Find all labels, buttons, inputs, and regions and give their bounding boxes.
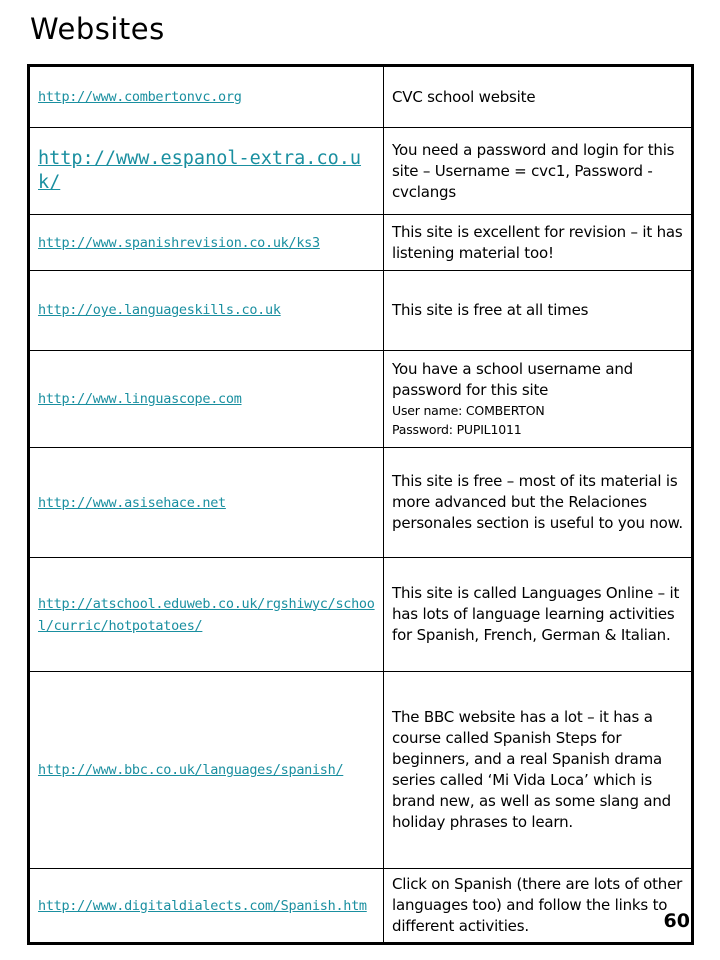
- password-text: Password: PUPIL1011: [392, 422, 522, 437]
- description-text: This site is called Languages Online – it has lots of language learning activities for Spanish, French, German & Italian.: [392, 584, 680, 644]
- description-text: This site is excellent for revision – it has listening material too!: [392, 222, 683, 262]
- url-cell: [29, 66, 384, 128]
- website-link[interactable]: http://www.spanishrevision.co.uk/ks3: [38, 234, 320, 251]
- url-cell: [29, 869, 384, 944]
- website-link[interactable]: http://www.bbc.co.uk/languages/spanish/: [38, 762, 344, 778]
- table-row: [29, 869, 693, 944]
- description-cell: [384, 66, 693, 128]
- website-link[interactable]: http://www.linguascope.com: [38, 391, 242, 407]
- description-cell: [384, 672, 693, 869]
- description-cell: [384, 351, 693, 448]
- website-link[interactable]: http://www.digitaldialects.com/Spanish.htm: [38, 897, 367, 914]
- description-main: You have a school username and password for this site: [392, 360, 633, 399]
- website-link[interactable]: http://www.combertonvc.org: [38, 89, 242, 105]
- url-cell: [29, 128, 384, 215]
- description-text: [392, 359, 683, 439]
- website-link[interactable]: http://www.asisehace.net: [38, 494, 226, 511]
- description-text: Click on Spanish (there are lots of other languages too) and follow the links to different activities.: [392, 875, 683, 935]
- website-link[interactable]: http://atschool.eduweb.co.uk/rgshiwyc/school/curric/hotpotatoes/: [38, 595, 375, 634]
- username-text: User name: COMBERTON: [392, 403, 545, 418]
- url-cell: [29, 351, 384, 448]
- website-link[interactable]: http://www.espanol-extra.co.uk/: [38, 148, 362, 193]
- table-row: [29, 215, 693, 271]
- table-row: [29, 448, 693, 558]
- url-cell: [29, 558, 384, 672]
- description-cell: [384, 128, 693, 215]
- description-cell: [384, 448, 693, 558]
- page-title: Websites: [30, 12, 165, 46]
- url-cell: [29, 448, 384, 558]
- websites-table: [27, 64, 694, 945]
- description-text: You need a password and login for this site – Username = cvc1, Password - cvclangs: [392, 140, 675, 201]
- description-text: CVC school website: [392, 87, 536, 106]
- table-row: [29, 271, 693, 351]
- table-row: [29, 672, 693, 869]
- table-row: [29, 128, 693, 215]
- table-row: [29, 351, 693, 448]
- description-text: This site is free – most of its material is more advanced but the Relaciones personales section is useful to you now.: [392, 472, 683, 532]
- website-link[interactable]: http://oye.languageskills.co.uk: [38, 302, 281, 318]
- url-cell: [29, 672, 384, 869]
- description-text: This site is free at all times: [392, 301, 589, 319]
- description-cell: [384, 869, 693, 944]
- description-cell: [384, 271, 693, 351]
- page-number: 60: [663, 910, 690, 932]
- description-cell: [384, 558, 693, 672]
- table-row: [29, 66, 693, 128]
- description-cell: [384, 215, 693, 271]
- table-row: [29, 558, 693, 672]
- description-text: The BBC website has a lot – it has a course called Spanish Steps for beginners, and a real Spanish drama series called ‘Mi Vida Loca’ which is brand new, as well as some slang and holiday phrases to learn.: [392, 708, 671, 831]
- url-cell: [29, 215, 384, 271]
- url-cell: [29, 271, 384, 351]
